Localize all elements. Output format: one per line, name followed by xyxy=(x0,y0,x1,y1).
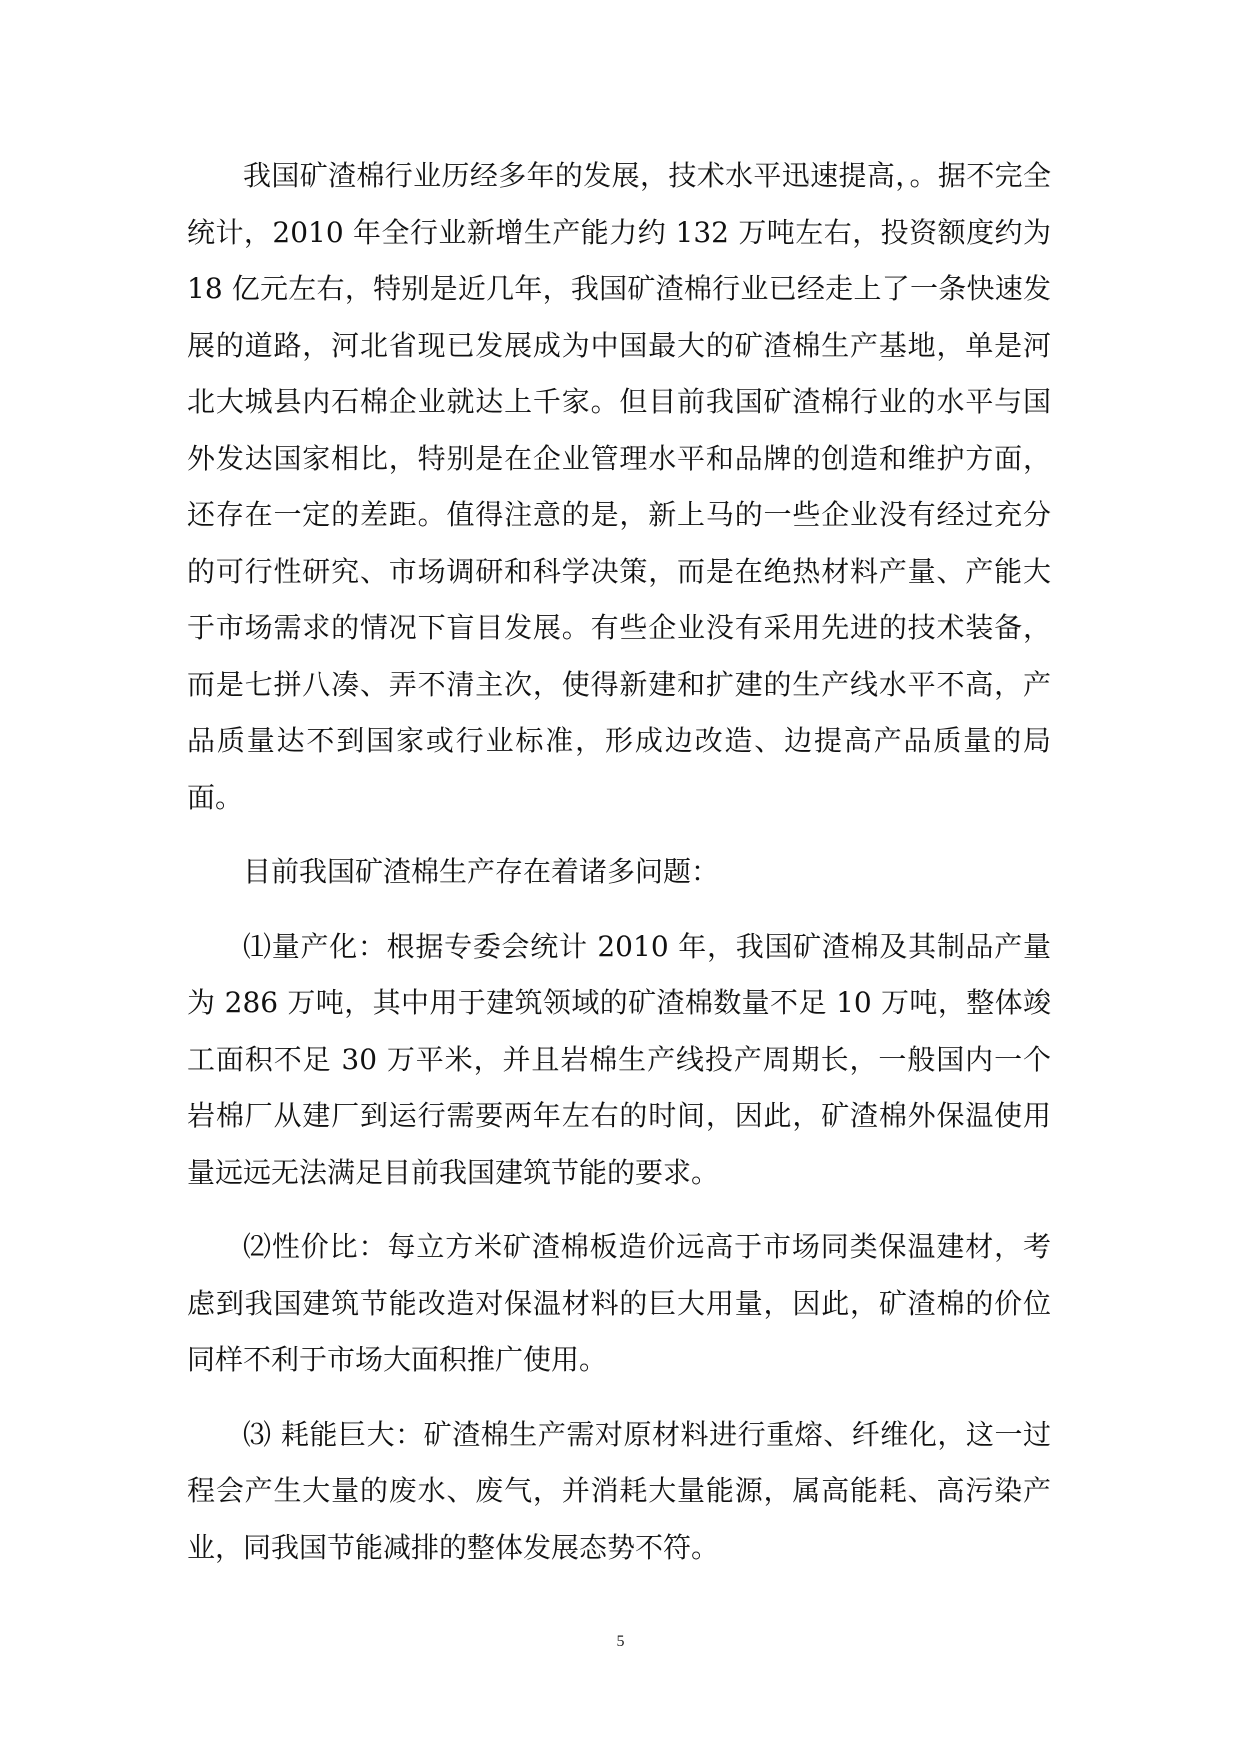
paragraph-cost-performance: ⑵性价比：每立方米矿渣棉板造价远高于市场同类保温建材，考虑到我国建筑节能改造对保温材料的巨大用量，因此，矿渣棉的价位同样不利于市场大面积推广使用。 xyxy=(187,1230,1051,1376)
page-number: 5 xyxy=(616,1633,625,1650)
paragraph-problems-intro: 目前我国矿渣棉生产存在着诸多问题： xyxy=(243,855,720,888)
paragraph-industry-overview: 我国矿渣棉行业历经多年的发展，技术水平迅速提高，。据不完全统计，2010 年全行业新增生产能力约 132 万吨左右，投资额度约为 18 亿元左右，特别是近几年，我国矿渣棉行业已经走上了一条快速发展的道路，河北省现已发展成为中国最大的矿渣棉生产基地，单是河北大城县内石棉企业就达上千家。但目前我国矿渣棉行业的水平与国外发达国家相比，特别是在企业管理水平和品牌的创造和维护方面，还存在一定的差距。值得注意的是，新上马的一些企业没有经过充分的可行性研究、市场调研和科学决策，而是在绝热材料产量、产能大于市场需求的情况下盲目发展。有些企业没有采用先进的技术装备，而是七拼八凑、弄不清主次，使得新建和扩建的生产线水平不高，产品质量达不到国家或行业标准，形成边改造、边提高产品质量的局面。 xyxy=(187,159,1051,814)
body-text xyxy=(187,148,1051,1594)
paragraph-energy-consumption: ⑶ 耗能巨大：矿渣棉生产需对原材料进行重熔、纤维化，这一过程会产生大量的废水、废气，并消耗大量能源，属高能耗、高污染产业，同我国节能减排的整体发展态势不符。 xyxy=(187,1417,1051,1564)
paragraph-mass-production: ⑴量产化：根据专委会统计 2010 年，我国矿渣棉及其制品产量为 286 万吨，其中用于建筑领域的矿渣棉数量不足 10 万吨，整体竣工面积不足 30 万平米，并且岩棉生产线投产周期长，一般国内一个岩棉厂从建厂到运行需要两年左右的时间，因此，矿渣棉外保温使用量远远无法满足目前我国建筑节能的要求。 xyxy=(187,929,1051,1189)
